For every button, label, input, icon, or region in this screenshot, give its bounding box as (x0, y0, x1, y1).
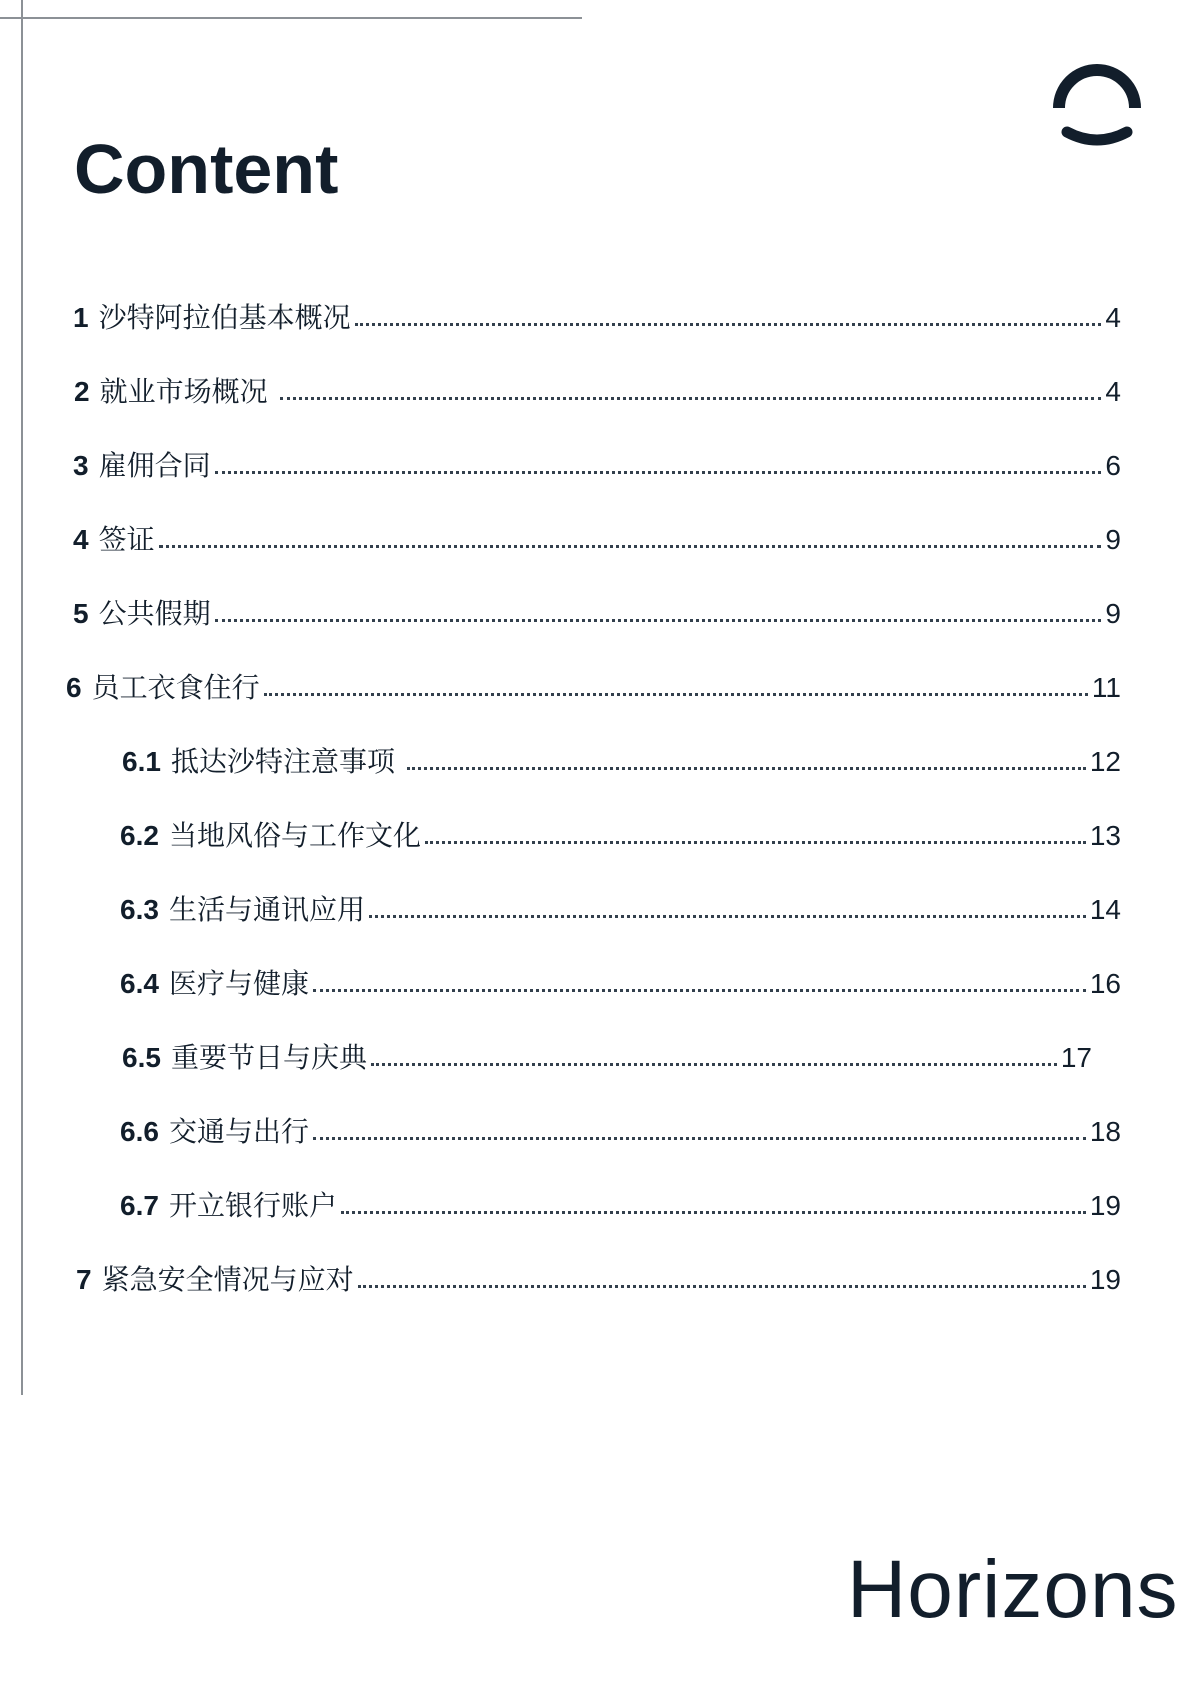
toc-label: 紧急安全情况与应对 (101, 1263, 354, 1296)
dot-leader (313, 989, 1086, 992)
horizons-logo: Horizons (847, 1544, 1179, 1635)
ring-logo-icon (1051, 56, 1143, 148)
toc-number: 5 (73, 598, 89, 629)
dot-leader (369, 915, 1086, 918)
toc-entry-6-7[interactable] (120, 1184, 1121, 1228)
toc-label: 抵达沙特注意事项 (170, 745, 395, 778)
toc-label: 签证 (98, 523, 155, 556)
toc-page-number: 11 (1091, 672, 1121, 703)
toc-entry-6[interactable] (66, 666, 1121, 710)
dot-leader (313, 1137, 1086, 1140)
toc-entry-6-6[interactable] (120, 1110, 1121, 1154)
toc-number: 6.5 (122, 1042, 161, 1073)
dot-leader (215, 619, 1102, 622)
toc-entry-4[interactable] (73, 518, 1121, 562)
toc-page-number: 14 (1089, 894, 1121, 925)
toc-page-number: 18 (1089, 1116, 1121, 1147)
toc-page-number: 19 (1089, 1190, 1121, 1221)
dot-leader (159, 545, 1102, 548)
toc-entry-6-1[interactable] (122, 740, 1121, 784)
toc-entry-7[interactable] (76, 1258, 1121, 1302)
toc-page-number: 19 (1089, 1264, 1121, 1295)
dot-leader (407, 767, 1086, 770)
toc-label: 重要节日与庆典 (170, 1041, 367, 1074)
toc-label: 开立银行账户 (168, 1189, 337, 1222)
toc-number: 6.6 (120, 1116, 159, 1147)
toc-number: 6.7 (120, 1190, 159, 1221)
toc-page-number: 4 (1105, 376, 1121, 407)
toc-label: 当地风俗与工作文化 (168, 819, 421, 852)
toc-entry-6-2[interactable] (120, 814, 1121, 858)
toc-page-number: 16 (1089, 968, 1121, 999)
top-rule (0, 17, 582, 19)
toc-entry-6-3[interactable] (120, 888, 1121, 932)
toc-entry-6-4[interactable] (120, 962, 1121, 1006)
page-title: Content (74, 130, 339, 208)
toc-page-number: 17 (1060, 1042, 1092, 1073)
dot-leader (280, 397, 1102, 400)
toc-entry-3[interactable] (73, 444, 1121, 488)
toc-number: 6.2 (120, 820, 159, 851)
toc-page-number: 12 (1089, 746, 1121, 777)
toc-number: 3 (73, 450, 89, 481)
toc-number: 7 (76, 1264, 92, 1295)
toc-entry-6-5[interactable] (122, 1036, 1092, 1080)
toc-entry-5[interactable] (73, 592, 1121, 636)
side-rule (21, 0, 23, 1395)
toc-label: 公共假期 (98, 597, 211, 630)
toc-number: 6.1 (122, 746, 161, 777)
toc-label: 就业市场概况 (99, 375, 268, 408)
toc-label: 医疗与健康 (168, 967, 309, 1000)
toc-entry-1[interactable] (73, 296, 1121, 340)
toc-label: 沙特阿拉伯基本概况 (98, 301, 351, 334)
toc-number: 6.3 (120, 894, 159, 925)
dot-leader (425, 841, 1086, 844)
dot-leader (264, 693, 1088, 696)
dot-leader (355, 323, 1102, 326)
toc-page-number: 13 (1089, 820, 1121, 851)
toc-number: 2 (74, 376, 90, 407)
toc-page-number: 9 (1105, 524, 1121, 555)
toc-number: 4 (73, 524, 89, 555)
toc-page-number: 9 (1105, 598, 1121, 629)
toc-label: 雇佣合同 (98, 449, 211, 482)
toc-entry-2[interactable] (74, 370, 1121, 414)
toc-label: 生活与通讯应用 (168, 893, 365, 926)
toc-label: 员工衣食住行 (91, 671, 260, 704)
toc-page-number: 4 (1105, 302, 1121, 333)
toc-number: 1 (73, 302, 89, 333)
dot-leader (371, 1063, 1057, 1066)
toc-number: 6 (66, 672, 82, 703)
dot-leader (215, 471, 1102, 474)
toc-label: 交通与出行 (168, 1115, 309, 1148)
toc-number: 6.4 (120, 968, 159, 999)
dot-leader (358, 1285, 1086, 1288)
dot-leader (341, 1211, 1086, 1214)
toc-page-number: 6 (1105, 450, 1121, 481)
